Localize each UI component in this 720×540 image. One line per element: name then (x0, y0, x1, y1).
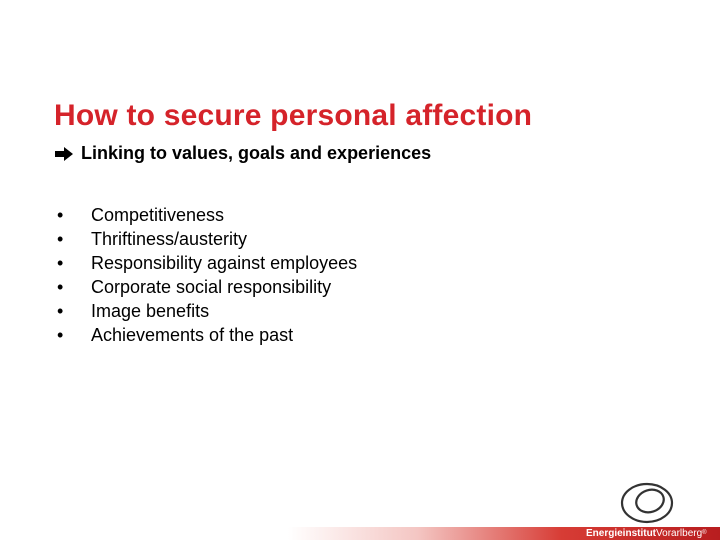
list-item (54, 251, 357, 275)
logo-name-regular: Vorarlberg (656, 528, 703, 539)
logo-circles-icon (620, 481, 676, 525)
logo-wordmark (586, 527, 707, 540)
bullet-text: Corporate social responsibility (91, 277, 332, 297)
bullet-icon: • (57, 253, 64, 273)
bullet-text: Responsibility against employees (91, 253, 358, 273)
registered-mark: ® (702, 530, 707, 536)
list-item (54, 323, 357, 347)
list-item (54, 227, 357, 251)
bullet-icon: • (57, 301, 64, 321)
list-item (54, 203, 357, 227)
subtitle-text: Linking to values, goals and experiences (81, 143, 432, 163)
bullet-icon: • (57, 205, 64, 225)
right-arrow-icon (54, 146, 74, 162)
bullet-text: Achievements of the past (91, 325, 294, 345)
bullet-icon: • (57, 277, 64, 297)
logo-name-bold: Energieinstitut (586, 528, 657, 539)
bullet-icon: • (57, 229, 64, 249)
bullet-text: Image benefits (91, 301, 210, 321)
slide-title: How to secure personal affection (54, 99, 533, 132)
bullet-icon: • (57, 325, 64, 345)
bullet-text: Thriftiness/austerity (91, 229, 248, 249)
bullet-text: Competitiveness (91, 205, 225, 225)
list-item (54, 299, 357, 323)
slide-subtitle (54, 143, 431, 164)
list-item (54, 275, 357, 299)
bullet-list (54, 203, 357, 347)
